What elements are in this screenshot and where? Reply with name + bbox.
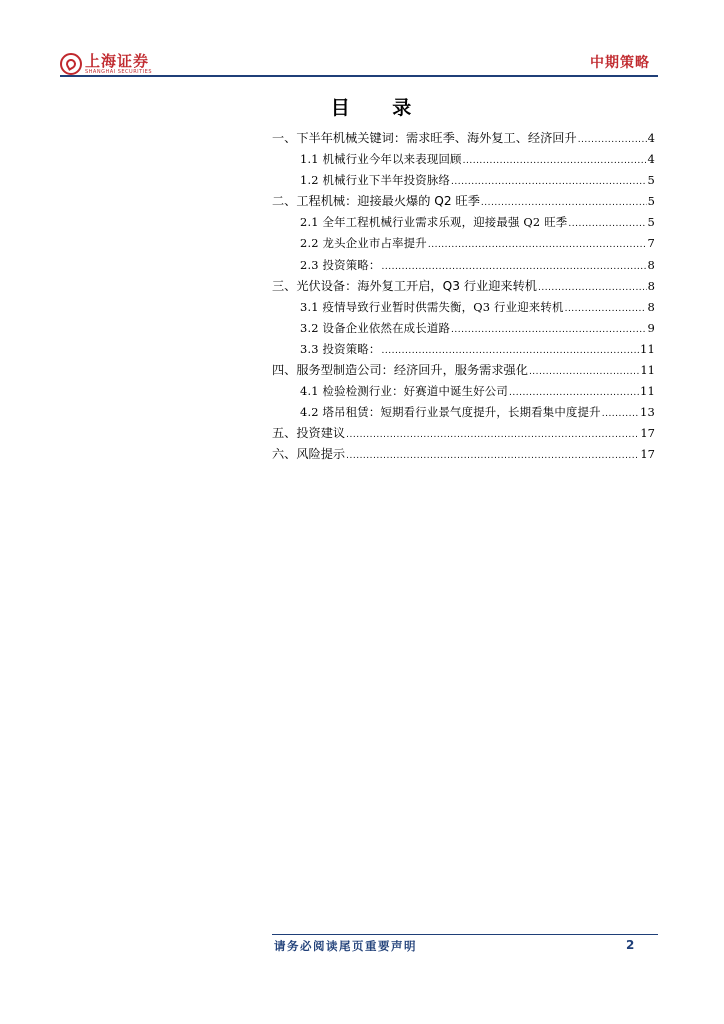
toc-entry-page: 5 (647, 173, 655, 188)
toc-dot-leader (451, 172, 646, 191)
toc-dot-leader (382, 341, 639, 360)
toc-entry-label: 1.1 机械行业今年以来表现回顾 (300, 152, 462, 167)
toc-dot-leader (428, 235, 647, 254)
toc-entry-page: 11 (639, 341, 655, 356)
toc-entry[interactable] (272, 128, 655, 149)
toc-entry-label: 2.3 投资策略： (300, 257, 381, 272)
toc-entry-page: 17 (640, 447, 655, 462)
toc-entry-page: 17 (640, 426, 655, 441)
toc-dot-leader (538, 278, 647, 297)
toc-entry[interactable] (272, 255, 655, 276)
toc-entry-page: 9 (647, 320, 655, 335)
toc-entry-page: 4 (647, 152, 655, 167)
toc-entry[interactable] (272, 276, 655, 297)
toc-entry[interactable] (272, 170, 655, 191)
logo-emblem-icon (60, 53, 82, 75)
toc-entry-page: 11 (640, 363, 655, 378)
toc-entry-label: 2.2 龙头企业市占率提升 (300, 236, 427, 251)
toc-entry-label: 六、风险提示 (272, 447, 346, 462)
toc-entry-page: 5 (647, 194, 655, 209)
toc-dot-leader (578, 130, 647, 149)
toc-entry[interactable] (272, 360, 655, 381)
toc-entry-label: 3.2 设备企业依然在成长道路 (300, 320, 451, 335)
toc-dot-leader (481, 193, 647, 212)
toc-dot-leader (346, 446, 639, 465)
toc-dot-leader (529, 362, 639, 381)
toc-entry[interactable] (272, 444, 655, 465)
toc-dot-leader (451, 320, 646, 339)
toc-entry-page: 5 (647, 215, 655, 230)
toc-entry[interactable] (272, 318, 655, 339)
toc-entry[interactable] (272, 212, 655, 233)
toc-entry-label: 三、光伏设备：海外复工开启，Q3 行业迎来转机 (272, 278, 537, 293)
toc-entry[interactable] (272, 339, 655, 360)
toc-entry-label: 4.1 检验检测行业：好赛道中诞生好公司 (300, 384, 508, 399)
toc-entry-label: 4.2 塔吊租赁：短期看行业景气度提升，长期看集中度提升 (300, 405, 601, 420)
toc-entry[interactable] (272, 149, 655, 170)
toc-entry[interactable] (272, 423, 655, 444)
toc-entry-label: 3.1 疫情导致行业暂时供需失衡，Q3 行业迎来转机 (300, 299, 564, 314)
toc-title: 目 录 (330, 97, 430, 119)
toc-entry-label: 五、投资建议 (272, 426, 346, 441)
logo-text: 上海证券 (85, 51, 150, 70)
toc-entry-page: 13 (639, 405, 655, 420)
toc-entry-page: 7 (647, 236, 655, 251)
toc-entry[interactable] (272, 297, 655, 318)
toc-entry[interactable] (272, 381, 655, 402)
toc-entry[interactable] (272, 233, 655, 254)
header-divider (60, 75, 658, 77)
toc-dot-leader (346, 425, 639, 444)
toc-entry-label: 1.2 机械行业下半年投资脉络 (300, 173, 451, 188)
toc-entry-page: 8 (647, 257, 655, 272)
toc-entry[interactable] (272, 402, 655, 423)
toc-dot-leader (565, 299, 647, 318)
page-header (60, 50, 658, 78)
logo-text-group (85, 51, 153, 75)
footer-divider (272, 934, 658, 935)
toc-dot-leader (509, 383, 639, 402)
footer-disclaimer: 请务必阅读尾页重要声明 (274, 939, 417, 953)
toc-entry-label: 二、工程机械：迎接最火爆的 Q2 旺季 (272, 194, 480, 209)
toc-dot-leader (568, 214, 646, 233)
toc-entry-label: 2.1 全年工程机械行业需求乐观，迎接最强 Q2 旺季 (300, 215, 568, 230)
toc-dot-leader (602, 404, 639, 423)
toc-entry-page: 11 (639, 384, 655, 399)
report-type-label: 中期策略 (590, 55, 650, 71)
toc-entry-page: 8 (647, 299, 655, 314)
toc-entry-label: 一、下半年机械关键词：需求旺季、海外复工、经济回升 (272, 131, 577, 145)
toc-entry-page: 8 (647, 278, 655, 293)
company-logo (60, 50, 152, 78)
page-number: 2 (626, 938, 635, 952)
toc-dot-leader (463, 151, 647, 170)
toc-entry-page: 4 (647, 131, 655, 145)
toc-dot-leader (382, 257, 647, 276)
toc-entry[interactable] (272, 191, 655, 212)
toc-entry-label: 四、服务型制造公司：经济回升，服务需求强化 (272, 363, 528, 378)
toc-entry-label: 3.3 投资策略： (300, 341, 381, 356)
logo-subtext: SHANGHAI SECURITIES (85, 68, 153, 75)
table-of-contents (272, 128, 655, 466)
